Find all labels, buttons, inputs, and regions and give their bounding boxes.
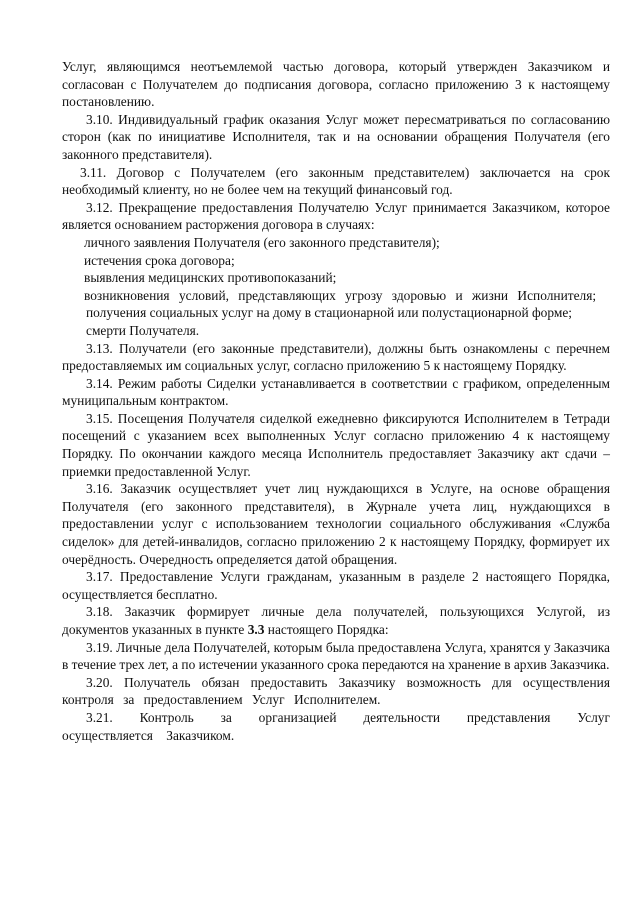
paragraph-3-13: 3.13. Получатели (его законные представители), должны быть ознакомлены с перечнем предоставляемых им социальных услуг, согласно приложению 5 к настоящему Порядку. (62, 340, 610, 374)
paragraph-continuation: Услуг, являющимся неотъемлемой частью договора, который утвержден Заказчиком и согласован с Получателем до подписания договора, согласно приложению 3 к настоящему постановлению. (62, 59, 610, 110)
case-item-1: личного заявления Получателя (его законного представителя); (84, 234, 440, 250)
paragraph-3-18-tail: настоящего Порядка: (264, 622, 389, 637)
paragraph-3-14: 3.14. Режим работы Сиделки устанавливается в соответствии с графиком, определенным муниципальным контрактом. (62, 375, 610, 409)
paragraph-3-20: 3.20. Получатель обязан предоставить Заказчику возможность для осуществления контроля за предоставлением Услуг Исполнителем. (62, 674, 610, 708)
case-item-5: получения социальных услуг на дому в стационарной или полустационарной форме; (86, 305, 573, 321)
document-page (62, 58, 610, 744)
case-item-3: выявления медицинских противопоказаний; (84, 270, 337, 286)
paragraph-3-16: 3.16. Заказчик осуществляет учет лиц нуждающихся в Услуге, на основе обращения Получателя (его законного представителя), в Журнале учета лиц, нуждающихся в предоставлении услуг с использованием технологии социального обслуживания «Служба сиделок» для детей-инвалидов, согласно приложению 2 к настоящему Порядку, формирует их очерёдность. Очередность определяется датой обращения. (62, 481, 610, 567)
paragraph-3-21: 3.21. Контроль за организацией деятельности представления Услуг осуществляется Заказчиком. (62, 709, 610, 743)
case-item-2: истечения срока договора; (84, 252, 235, 268)
case-item-6: смерти Получателя. (86, 322, 200, 338)
paragraph-3-18-reference: 3.3 (247, 622, 265, 637)
paragraph-3-11: 3.11. Договор с Получателем (его законным представителем) заключается на срок необходимый клиенту, но не более чем на текущий финансовый год. (62, 164, 610, 198)
paragraph-3-12: 3.12. Прекращение предоставления Получателю Услуг принимается Заказчиком, которое является основанием расторжения договора в случаях: (62, 199, 610, 233)
paragraph-3-18 (62, 603, 610, 638)
paragraph-3-18-text: 3.18. Заказчик формирует личные дела получателей, пользующихся Услугой, из документов указанных в пункте (62, 604, 610, 637)
case-item-4: возникновения условий, представляющих угрозу здоровью и жизни Исполнителя; (84, 287, 597, 303)
paragraph-3-10: 3.10. Индивидуальный график оказания Услуг может пересматриваться по согласованию сторон (как по инициативе Исполнителя, так и на основании обращения Получателя (его законного представителя). (62, 111, 610, 162)
paragraph-3-19: 3.19. Личные дела Получателей, которым была предоставлена Услуга, хранятся у Заказчика в течение трех лет, а по истечении указанного срока передаются на хранение в архив Заказчика. (62, 639, 610, 673)
paragraph-3-17: 3.17. Предоставление Услуги гражданам, указанным в разделе 2 настоящего Порядка, осуществляется бесплатно. (62, 569, 610, 602)
paragraph-3-15: 3.15. Посещения Получателя сиделкой ежедневно фиксируются Исполнителем в Тетради посещений с указанием всех выполненных Услуг согласно приложению 4 к настоящему Порядку. По окончании каждого месяца Исполнитель предоставляет Заказчику акт сдачи – приемки предоставленной Услуг. (62, 410, 610, 479)
